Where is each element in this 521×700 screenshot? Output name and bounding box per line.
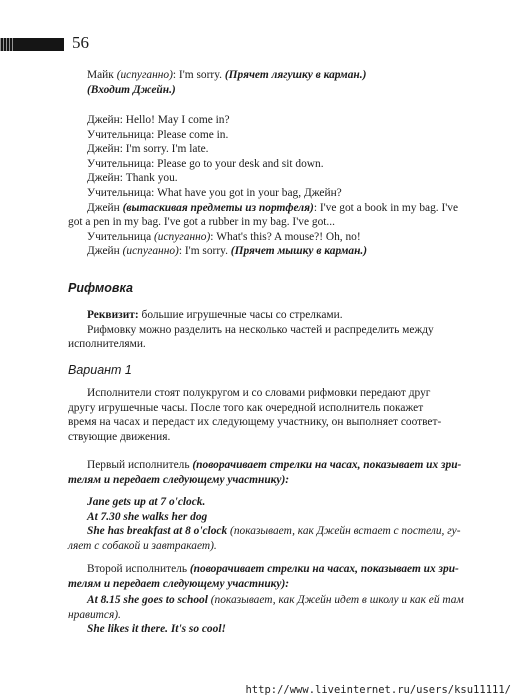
instruction-line: Второй исполнитель (поворачивает стрелки на часах, показывает их зри- bbox=[87, 563, 459, 575]
props-paragraph bbox=[68, 308, 497, 352]
rhyme-line: She has breakfast at 8 o'clock (показывает, как Джейн встает с постели, гу- bbox=[87, 525, 461, 538]
rhyme-line: At 7.30 she walks her dog bbox=[87, 510, 208, 523]
dialogue-line: Джейн (вытаскивая предметы из портфеля): I've got a book in my bag. I've bbox=[87, 201, 459, 214]
rhyme-line: At 8.15 she goes to school (показывает, как Джейн идет в школу и как ей там bbox=[87, 594, 464, 606]
page-number: 56 bbox=[72, 33, 89, 52]
rhyme-line: Jane gets up at 7 o'clock. bbox=[87, 496, 206, 508]
paragraph-line: другу игрушечные часы. После того как очередной исполнитель покажет bbox=[68, 401, 424, 414]
rhyme-line: She likes it there. It's so cool! bbox=[87, 623, 226, 636]
variant-title: Вариант 1 bbox=[68, 363, 132, 377]
dialogue-line: Учительница (испуганно): What's this? A mouse?! Oh, no! bbox=[87, 230, 361, 243]
performer-1-instruction bbox=[68, 458, 497, 487]
dialogue-line: Джейн: Hello! May I come in? bbox=[87, 114, 230, 126]
rhyme-line: ляет с собакой и завтракает). bbox=[68, 539, 217, 552]
dialogue-block-1 bbox=[87, 68, 487, 97]
dialogue-line: Учительница: Please go to your desk and sit down. bbox=[87, 157, 324, 170]
header-decoration-bar bbox=[0, 38, 64, 51]
source-url-watermark: http://www.liveinternet.ru/users/ksu11111/ bbox=[245, 684, 511, 696]
dialogue-block-2 bbox=[68, 113, 487, 259]
variant-paragraph bbox=[68, 386, 497, 444]
instruction-line: телям и передает следующему участнику): bbox=[68, 577, 290, 590]
dialogue-line: Учительница: What have you got in your bag, Джейн? bbox=[87, 186, 342, 199]
dialogue-line: Джейн: I'm sorry. I'm late. bbox=[87, 143, 209, 156]
rhyme-block-1 bbox=[68, 495, 497, 553]
dialogue-line: Джейн (испуганно): I'm sorry. (Прячет мышку в карман.) bbox=[87, 245, 368, 258]
dialogue-line: Джейн: Thank you. bbox=[87, 172, 178, 185]
intro-line: исполнителями. bbox=[68, 338, 146, 351]
performer-2-instruction bbox=[68, 562, 497, 591]
stage-direction: (Входит Джейн.) bbox=[87, 83, 176, 96]
dialogue-line: Майк (испуганно): I'm sorry. (Прячет лягушку в карман.) bbox=[87, 69, 367, 81]
section-title: Рифмовка bbox=[68, 281, 133, 295]
paragraph-line: ствующие движения. bbox=[68, 430, 171, 443]
dialogue-continuation: got a pen in my bag. I've got a rubber in my bag. I've got... bbox=[68, 216, 335, 229]
instruction-line: Первый исполнитель (поворачивает стрелки на часах, показывает их зри- bbox=[87, 459, 462, 471]
rhyme-block-2 bbox=[68, 593, 497, 637]
paragraph-line: Исполнители стоят полукругом и со словами рифмовки передают друг bbox=[87, 387, 431, 399]
rhyme-line: нравится). bbox=[68, 608, 121, 621]
intro-line: Рифмовку можно разделить на несколько частей и распределить между bbox=[87, 323, 434, 336]
paragraph-line: время на часах и передаст их следующему участнику, он выполняет соответ- bbox=[68, 416, 442, 429]
props-line: Реквизит: большие игрушечные часы со стрелками. bbox=[87, 309, 343, 321]
dialogue-line: Учительница: Please come in. bbox=[87, 128, 229, 141]
instruction-line: телям и передает следующему участнику): bbox=[68, 473, 290, 486]
